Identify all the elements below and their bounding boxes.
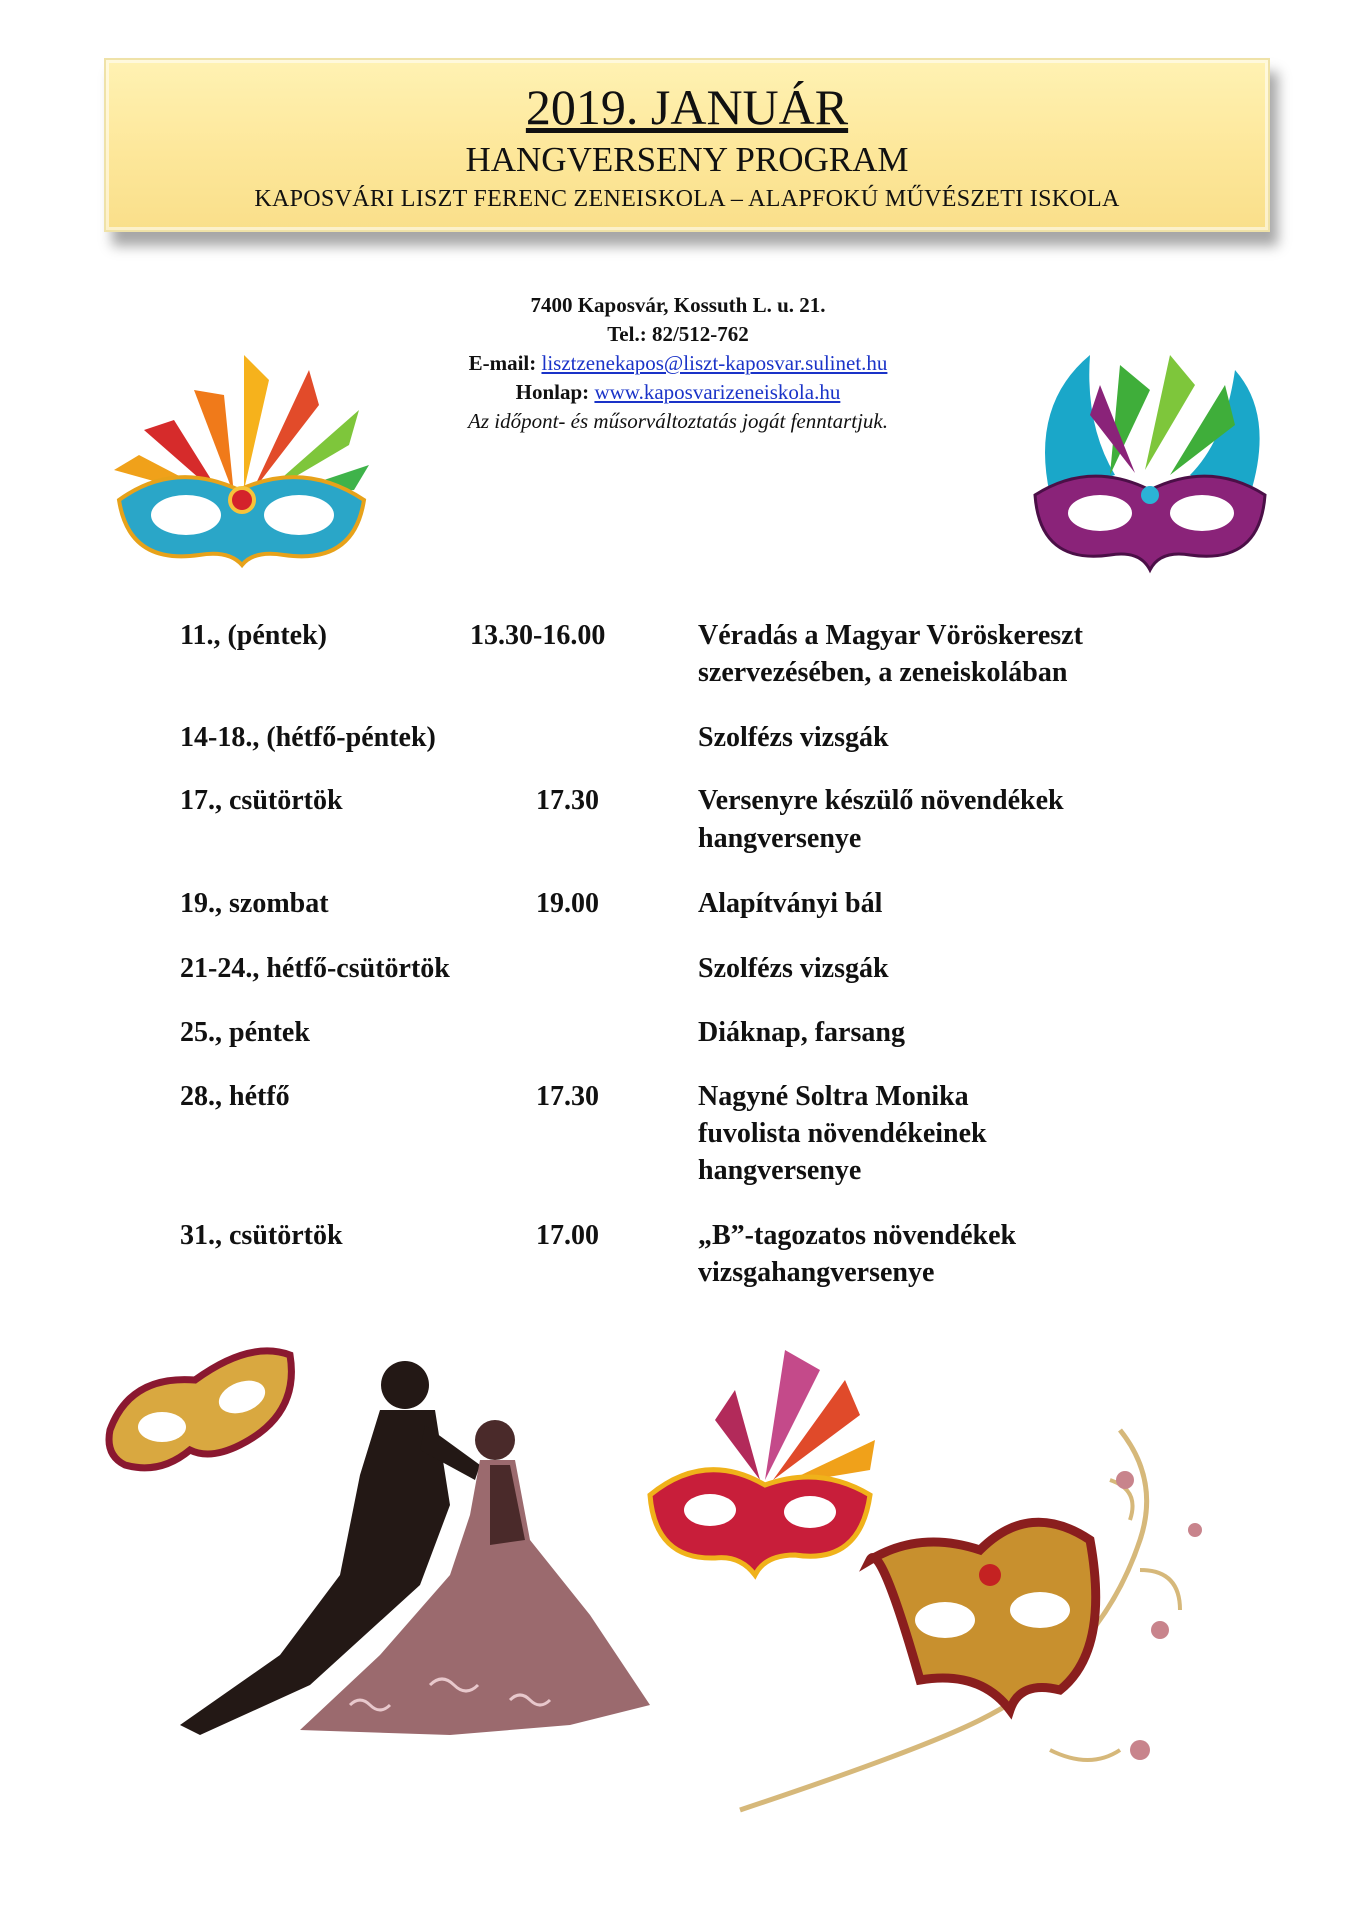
schedule-event: Diáknap, farsang	[698, 1017, 905, 1048]
schedule-event-cont: vizsgahangversenye	[698, 1257, 935, 1288]
schedule-date: 21-24., hétfő-csütörtök	[180, 953, 450, 984]
schedule-date: 19., szombat	[180, 888, 329, 919]
schedule-date: 28., hétfő	[180, 1081, 290, 1112]
schedule-event: Szolfézs vizsgák	[698, 722, 889, 753]
schedule-event: Nagyné Soltra Monika	[698, 1081, 969, 1112]
carnival-mask-right-image	[1020, 345, 1280, 590]
schedule-time: 13.30-16.00	[470, 620, 606, 651]
dancing-couple-image	[150, 1355, 670, 1745]
page-title: 2019. JANUÁR	[525, 79, 849, 135]
schedule-event-cont: hangversenye	[698, 1155, 862, 1186]
header-banner	[104, 58, 1270, 232]
email-label: E-mail:	[468, 351, 537, 375]
schedule-date: 17., csütörtök	[180, 785, 343, 816]
disclaimer-note: Az időpont- és műsorváltoztatás jogát fenntartjuk.	[468, 409, 888, 433]
schedule-time: 17.00	[536, 1220, 599, 1251]
schedule-date: 11., (péntek)	[180, 620, 327, 651]
page-subtitle: HANGVERSENY PROGRAM	[465, 140, 909, 179]
schedule-event: Versenyre készülő növendékek	[698, 785, 1064, 816]
carnival-mask-left-image	[104, 350, 379, 590]
schedule-event-cont: fuvolista növendékeinek	[698, 1118, 987, 1149]
address: 7400 Kaposvár, Kossuth L. u. 21.	[530, 293, 826, 317]
school-name: KAPOSVÁRI LISZT FERENC ZENEISKOLA – ALAPFOKÚ MŰVÉSZETI ISKOLA	[254, 186, 1120, 212]
schedule-event-cont: szervezésében, a zeneiskolában	[698, 657, 1068, 688]
email-link[interactable]: lisztzenekapos@liszt-kaposvar.sulinet.hu	[541, 351, 888, 375]
ornate-mask-image	[720, 1420, 1240, 1820]
schedule-date: 25., péntek	[180, 1017, 310, 1048]
phone: Tel.: 82/512-762	[607, 322, 749, 346]
web-link[interactable]: www.kaposvarizeneiskola.hu	[594, 380, 841, 404]
web-label: Honlap:	[515, 380, 590, 404]
schedule-date: 31., csütörtök	[180, 1220, 343, 1251]
schedule-date: 14-18., (hétfő-péntek)	[180, 722, 436, 753]
schedule-event: Szolfézs vizsgák	[698, 953, 889, 984]
schedule-event-cont: hangversenye	[698, 823, 862, 854]
schedule-time: 17.30	[536, 785, 599, 816]
schedule-event: Véradás a Magyar Vöröskereszt	[698, 620, 1083, 651]
schedule-event: „B”-tagozatos növendékek	[698, 1220, 1017, 1251]
schedule-time: 17.30	[536, 1081, 599, 1112]
schedule-time: 19.00	[536, 888, 599, 919]
schedule-event: Alapítványi bál	[698, 888, 883, 919]
